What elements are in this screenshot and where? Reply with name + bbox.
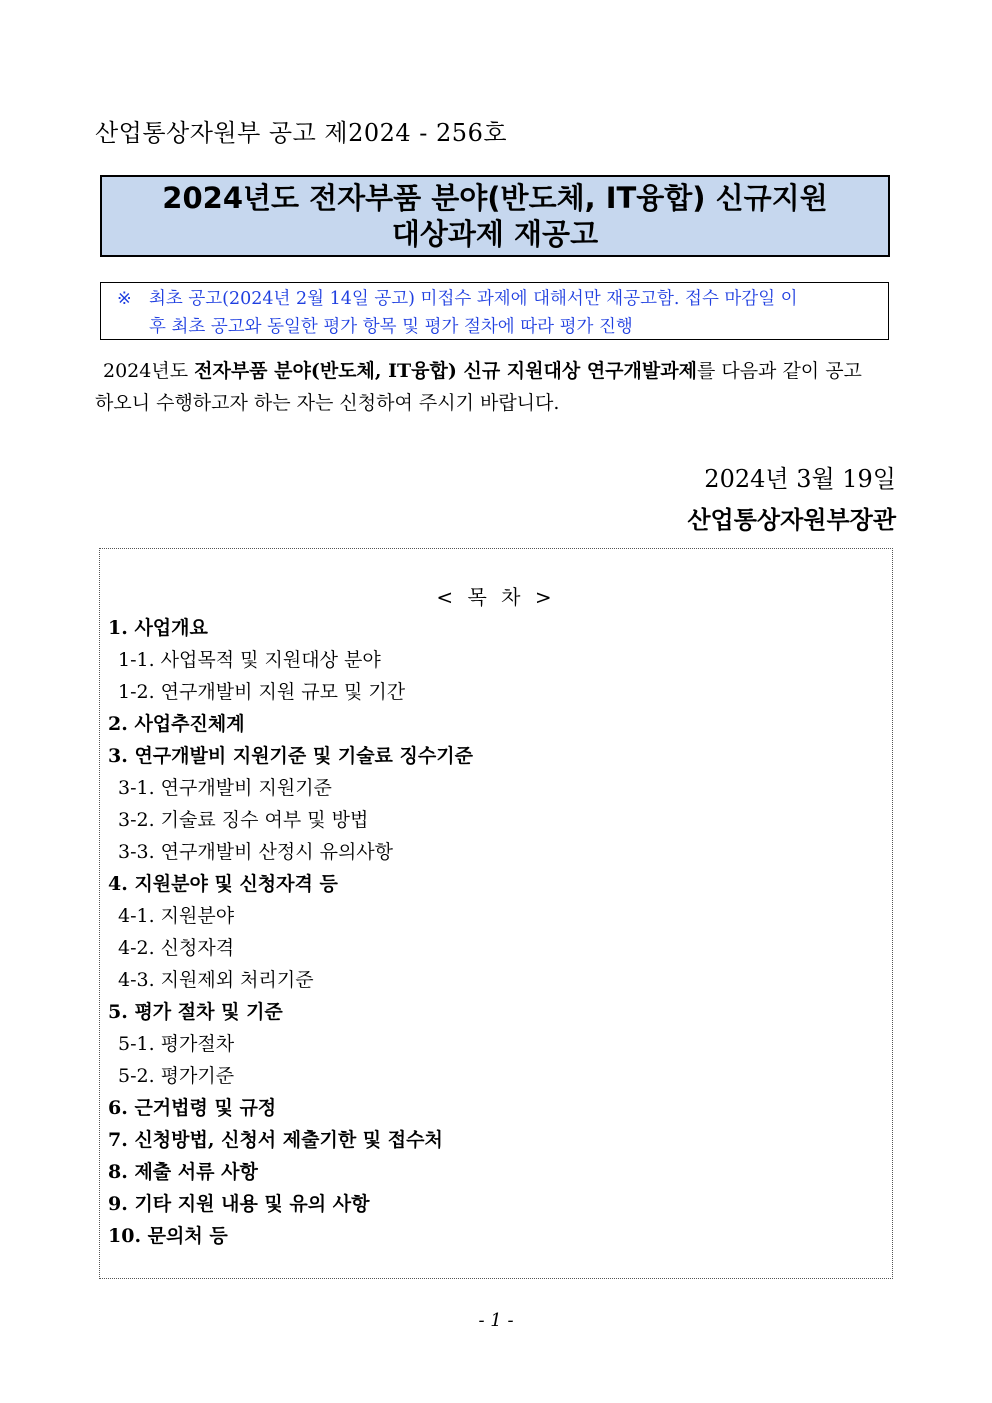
intro-paragraph [95,355,895,419]
note-line-1 [117,285,880,313]
intro-suffix: 를 다음과 같이 공고 [696,360,862,382]
toc-section: 9. 기타 지원 내용 및 유의 사항 [108,1193,370,1215]
toc-subsection: 1-2. 연구개발비 지원 규모 및 기간 [118,681,406,703]
toc-section: 2. 사업추진체계 [108,713,245,735]
toc-section: 10. 문의처 등 [108,1225,228,1247]
toc-heading: < 목 차 > [436,585,556,609]
note-text-1: 최초 공고(2024년 2월 14일 공고) 미접수 과제에 대해서만 재공고함. 접수 마감일 이 [149,289,798,309]
toc-subsection: 4-1. 지원분야 [118,905,235,927]
notice-number: 산업통상자원부 공고 제2024 - 256호 [95,119,508,147]
toc-section: 3. 연구개발비 지원기준 및 기술료 징수기준 [108,745,473,767]
toc-subsection: 4-2. 신청자격 [118,937,235,959]
note-line-2: 후 최초 공고와 동일한 평가 항목 및 평가 절차에 따라 평가 진행 [149,317,633,337]
toc-subsection: 3-1. 연구개발비 지원기준 [118,777,332,799]
toc-section: 1. 사업개요 [108,617,208,639]
re-announcement-note [100,282,889,340]
reference-mark-icon: ※ [117,289,132,309]
intro-prefix: 2024년도 [103,360,195,382]
toc-subsection: 5-2. 평가기준 [118,1065,235,1087]
title-box [100,175,890,257]
intro-line-1 [95,355,895,387]
toc-subsection: 4-3. 지원제외 처리기준 [118,969,314,991]
toc-section: 5. 평가 절차 및 기준 [108,1001,283,1023]
title-line-1: 2024년도 전자부품 분야(반도체, IT융합) 신규지원 [162,181,828,215]
toc-section: 7. 신청방법, 신청서 제출기한 및 접수처 [108,1129,443,1151]
toc-section: 6. 근거법령 및 규정 [108,1097,277,1119]
toc-subsection: 3-2. 기술료 징수 여부 및 방법 [118,809,369,831]
toc-subsection: 3-3. 연구개발비 산정시 유의사항 [118,841,394,863]
toc-list [108,612,473,1252]
toc-subsection: 1-1. 사업목적 및 지원대상 분야 [118,649,381,671]
title-line-2: 대상과제 재공고 [391,217,599,251]
toc-subsection: 5-1. 평가절차 [118,1033,235,1055]
intro-bold-subject: 전자부품 분야(반도체, IT융합) 신규 지원대상 연구개발과제 [194,360,697,382]
intro-line-2: 하오니 수행하고자 하는 자는 신청하여 주시기 바랍니다. [95,392,560,414]
toc-section: 8. 제출 서류 사항 [108,1161,258,1183]
page-number: - 1 - [478,1310,514,1331]
signer-title: 산업통상자원부장관 [687,505,896,534]
table-of-contents [99,548,893,1279]
toc-section: 4. 지원분야 및 신청자격 등 [108,873,338,895]
announcement-date: 2024년 3월 19일 [704,465,896,493]
